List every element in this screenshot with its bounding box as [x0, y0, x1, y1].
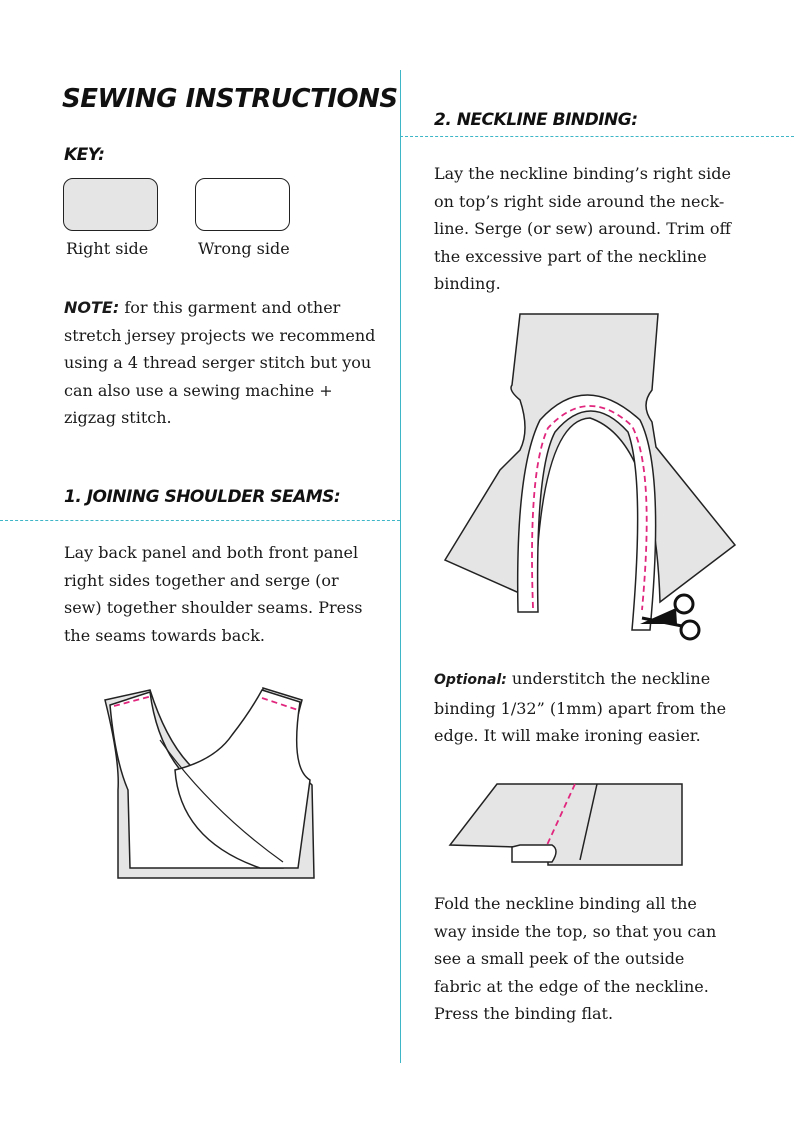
- note-text: for this garment and other stretch jersey projects we recommend using a 4 thread serger stitch but you can also use a sewing machine + zigzag stitch.: [64, 298, 376, 427]
- step2-text2: Fold the neckline binding all the way inside the top, so that you can see a small peek of the outside fabric at the edge of the neckline. Press the binding flat.: [434, 894, 717, 1023]
- fabric-layer: [450, 784, 682, 865]
- optional-label: Optional:: [434, 672, 507, 688]
- page-title: SEWING INSTRUCTIONS: [62, 84, 398, 114]
- note-label: NOTE:: [64, 298, 120, 317]
- wrong-side-label: Wrong side: [198, 239, 290, 258]
- right-side-label: Right side: [66, 239, 149, 258]
- optional-text: understitch the neckline binding 1/32” (1mm) apart from the edge. It will make ironing easier.: [434, 669, 727, 745]
- step2-text1: Lay the neckline binding’s right side on top’s right side around the neck-line. Serge (or sew) around. Trim off the excessive part of the neckline binding.: [434, 164, 731, 293]
- step1-heading: 1. JOINING SHOULDER SEAMS:: [64, 487, 341, 507]
- step2-heading: 2. NECKLINE BINDING:: [434, 110, 638, 130]
- key-heading: KEY:: [64, 145, 105, 165]
- step1-text: Lay back panel and both front panel right sides together and serge (or sew) together shoulder seams. Press the seams towards back.: [64, 543, 363, 645]
- binding-fold: [512, 845, 556, 862]
